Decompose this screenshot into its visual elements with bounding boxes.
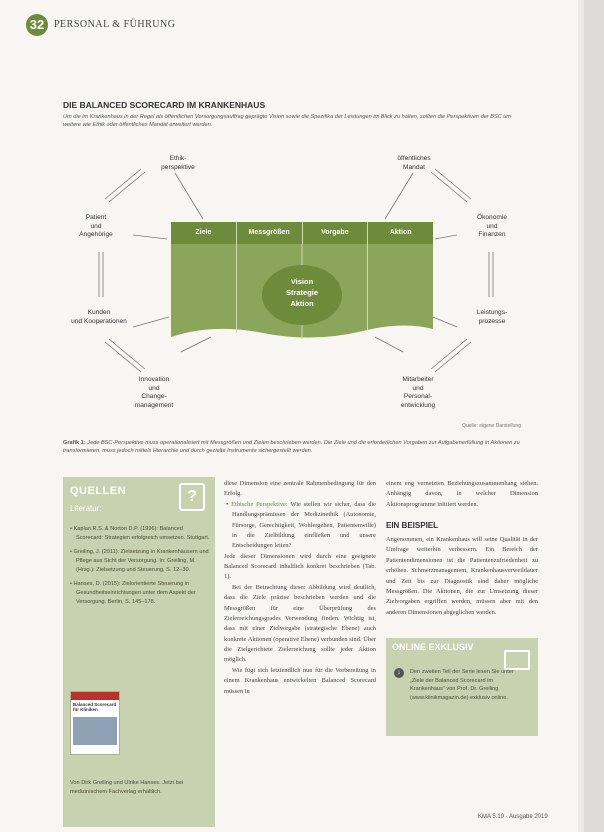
source-item: • Hanses, D. (2015): Zielorientierte Steuerung in Gesundheitseinrichtungen unter dem Aspekt der Versorgung. Berlin, S. 145–178.: [70, 581, 196, 605]
connector-line: [175, 173, 203, 219]
figure-credit: Quelle: eigene Darstellung: [462, 423, 521, 429]
page-footer: KMA 5.19 · Ausgabe 2019: [478, 814, 548, 820]
connector-line: [181, 337, 211, 352]
paragraph: Bei der Betrachtung dieser Abbildung wird deutlich, dass die Ziele präzise beschrieben werden und die Messgrößen für eine Überprüfung des Zielerreichungsgrades Verwendung finden. Wichtig ist, dass mit einer Zielvorgabe (strategische Ebene) auch konkrete Aktionen (operative Ebene) verbunden sind. Über die Zielgerichtete Zielerreichung sollte jeder Aktion möglich.: [224, 583, 376, 664]
paragraph: Jede dieser Dimensionen wird durch eine geeignete Balanced Scorecard inhaltlich konkret beschrieben (Tab. 1).: [224, 552, 376, 581]
connector-line: [105, 342, 141, 372]
connector-line: [109, 339, 145, 369]
question-icon: ?: [179, 483, 205, 511]
section-title: PERSONAL & FÜHRUNG: [54, 19, 176, 30]
connector-line: [435, 342, 471, 372]
book-caption: Von Dirk Greiling und Ulrike Hanses. Jetzt bei medizinischem Fachverlag erhältlich.: [70, 780, 184, 795]
bullet-ethics: • Ethische Perspektive: Wie stellen wir sicher, dass die Handlungsprämissen der Medizinethik (Autonomie, Fürsorge, Gerechtigkeit, Wohlergehen, Patientenwille) in die Zielbildung einfließen und unsere Entscheidungen leiten?: [226, 500, 377, 550]
label-innovation: Innovation und Change- management: [134, 376, 174, 409]
body-column-3: [386, 479, 538, 618]
connector-line: [435, 235, 457, 239]
body-column-2: [224, 479, 376, 697]
paragraph: Wie fügt sich letztendlich nun für die Vorbereitung in einem Krankenhaus entwickelten Balanced Scorecard müssen in: [224, 666, 376, 695]
connector-line: [133, 235, 167, 239]
sources-box: [63, 477, 215, 827]
figure-intro: Um die im Krankenhaus in der Regel als öffentlichen Versorgungsauftrag geprägte Vision sowie die Spezifika der Leistungen im Blick zu halten, sollten die Perspektiven der BSC um weitere wie Ethik oder öffentliches Mandat erweitert werden.: [63, 114, 512, 129]
paragraph: diese Dimension eine zentrale Rahmenbedingung für den Erfolg.: [224, 480, 376, 498]
figure-caption: [63, 439, 525, 456]
vision-text: [262, 277, 342, 310]
connector-line: [375, 337, 403, 352]
scorecard-column-goals: Ziele: [171, 222, 237, 244]
source-text: Hanses, D. (2015): Zielorientierte Steuerung in Gesundheitseinrichtungen unter dem Aspekt der Versorgung. Berlin, S. 145–178.: [73, 581, 196, 605]
caption-text: Jede BSC-Perspektive muss operationalisiert mit Messgrößen und Zielen beschrieben werden. Die Ziele und die erforderlichen Vorgaben zur Aufgabenerfüllung in Aktionen zu transformieren, muss jedoch mittels Hierarchie und durch gezielte Instrumente sichergestellt werden.: [63, 440, 520, 455]
connector-line: [431, 339, 467, 369]
source-item: • Greiling, J. (2011): Zielsetzung in Krankenhäusern und Pflege aus Sicht der Versorgung. In: Greiling, M. (Hrsg.): Zielsetzung und Steuerung, S. 12–30.: [70, 549, 209, 573]
label-ethics: Ethik- perspektive: [161, 155, 195, 171]
label-processes: Leistungs- prozesse: [476, 309, 508, 325]
center-line: Vision: [290, 277, 314, 286]
page-number: 32: [26, 14, 48, 36]
figure-title: DIE BALANCED SCORECARD IM KRANKENHAUS: [63, 100, 266, 110]
scorecard-column-targets: Vorgabe: [303, 222, 369, 244]
connector-line: [433, 317, 457, 327]
online-title: ONLINE EXKLUSIV: [392, 642, 474, 652]
bullet-lead: Ethische Perspektive:: [231, 500, 288, 508]
caption-lead: Grafik 1:: [63, 440, 86, 446]
book-cover: [70, 691, 120, 755]
connector-line: [105, 169, 141, 199]
label-staff: Mitarbeiter und Personal- entwicklung: [400, 376, 436, 409]
label-patient: Patient und Angehörige: [79, 214, 113, 239]
bsc-diagram: [63, 147, 525, 432]
center-line: Aktion: [290, 298, 314, 308]
scorecard-column-actions: Aktion: [389, 229, 412, 236]
label-economy: Ökonomie und Finanzen: [476, 214, 508, 239]
bullet-text: Wie stellen wir sicher, dass die Handlungsprämissen der Medizinethik (Autonomie, Fürsorge, Gerechtigkeit, Wohlergehen, Patientenwille) in die Zielbildung einfließen und unsere Entscheidungen leiten?: [232, 500, 377, 550]
label-public-mandate: öffentliches Mandat: [397, 155, 431, 171]
connector-line: [431, 172, 467, 202]
sources-title: QUELLEN: [70, 485, 127, 497]
book-band: [71, 692, 119, 700]
source-text: Greiling, J. (2011): Zielsetzung in Krankenhäusern und Pflege aus Sicht der Versorgung. In: Greiling, M. (Hrsg.): Zielsetzung und Steuerung, S. 12–30.: [73, 549, 209, 573]
source-text: Kaplan R.S. & Norton D.P. (1996): Balanced Scorecard: Strategien erfolgreich umsetzen. Stuttgart.: [73, 526, 210, 541]
subheading: EIN BEISPIEL: [386, 521, 439, 531]
sources-list: [70, 525, 210, 612]
center-line: Strategie: [285, 287, 319, 297]
online-exclusive-box[interactable]: [386, 638, 538, 736]
connector-line: [109, 172, 145, 202]
source-item: • Kaplan R.S. & Norton D.P. (1996): Balanced Scorecard: Strategien erfolgreich umsetzen. Stuttgart.: [70, 526, 210, 541]
download-icon: ↓: [394, 668, 404, 678]
scorecard-column-measures: Messgrößen: [237, 222, 303, 244]
book-image: [73, 717, 117, 745]
sources-subtitle: Literatur:: [70, 504, 102, 513]
online-text: Den zweiten Teil der Serie lesen Sie unter „Ziele der Balanced Scorecard im Krankenhaus“ von Prof. Dr. Greiling (www.klinikmagazin.de) exklusiv online.: [410, 669, 514, 701]
connector-line: [385, 173, 413, 219]
connector-line: [435, 169, 471, 199]
book-title: Balanced Scorecard für Kliniken: [73, 702, 117, 713]
paragraph: einem eng vernetzten Beziehungszusammenhang stehen. Anhängig davon, in welcher Dimension Aktionsprogramme initiiert werden.: [386, 480, 538, 508]
paragraph: Angenommen, ein Krankenhaus will seine Qualität in der Umfrage weiterhin verbessern. Ein Bereich der Patientendimensionen ist die Patientenzufriedenheit zu erhöhen. Schmerzmanagement, Krankenhausverweildauer und Zeit bis zur Diagnostik sind daher mögliche Messgrößen. Die Aktionen, die zur Umsetzung dieser Zielvorgaben ergriffen werden, müssen aber mit den anderen Dimensionen abgeglichen werden.: [386, 536, 538, 616]
scorecard-header: [171, 222, 433, 244]
page-edge: [584, 0, 604, 832]
monitor-icon: [504, 650, 530, 670]
label-customers: Kunden und Kooperationen: [71, 309, 127, 325]
